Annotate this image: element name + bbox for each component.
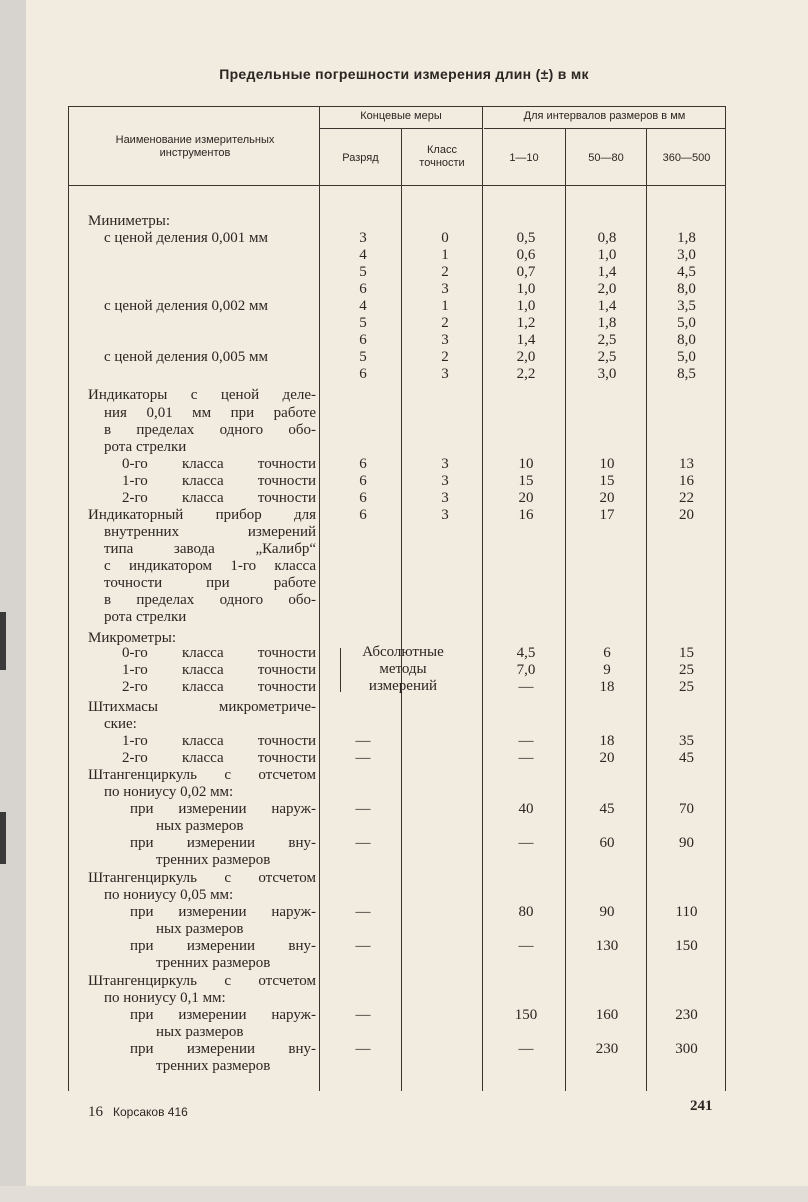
header-bottom-rule xyxy=(68,185,726,186)
table-cell-v3: 22 xyxy=(679,490,694,506)
table-cell-v3: 16 xyxy=(679,473,694,489)
table-cell-v3: 150 xyxy=(675,938,698,954)
table-cell-v1: 20 xyxy=(518,490,534,506)
instrument-name: рота стрелки xyxy=(104,609,187,625)
table-cell-v1: 10 xyxy=(518,456,534,472)
footer-left xyxy=(88,1104,188,1121)
instrument-name: точности при работе xyxy=(104,575,316,591)
table-cell-v3: 45 xyxy=(679,750,694,766)
table-cell-v3: 230 xyxy=(675,1007,698,1023)
col-divider-1 xyxy=(319,106,320,1091)
table-cell-rank: — xyxy=(355,835,371,851)
instrument-name: 2-го класса точности xyxy=(122,679,316,695)
header-rank: Разряд xyxy=(342,152,379,164)
footer-signature: Корсаков 416 xyxy=(113,1105,188,1119)
instrument-name: ных размеров xyxy=(156,921,244,937)
table-cell-v2: 2,5 xyxy=(597,349,617,365)
instrument-name: 1-го класса точности xyxy=(122,733,316,749)
table-cell-v1: 7,0 xyxy=(516,662,536,678)
instrument-name: тренних размеров xyxy=(156,852,271,868)
table-cell-rank: 6 xyxy=(359,473,367,489)
table-cell-v3: 4,5 xyxy=(677,264,696,280)
instrument-name: 1-го класса точности xyxy=(122,473,316,489)
instrument-name: Штангенциркуль с отсчетом xyxy=(88,870,316,886)
instrument-name: Индикаторный прибор для xyxy=(88,507,316,523)
instrument-name: при измерении вну- xyxy=(130,1041,316,1057)
table-cell-v1: 1,0 xyxy=(516,298,536,314)
table-cell-cls: 3 xyxy=(441,281,449,297)
instrument-name: по нониусу 0,05 мм: xyxy=(104,887,234,903)
table-cell-v1: — xyxy=(518,733,534,749)
table-cell-v3: 3,5 xyxy=(677,298,696,314)
table-cell-rank: 6 xyxy=(359,366,367,382)
header-mid-rule-right xyxy=(484,128,726,129)
table-cell-rank: 4 xyxy=(359,298,367,314)
instrument-name: при измерении вну- xyxy=(130,938,316,954)
table-cell-v3: 8,0 xyxy=(677,332,696,348)
table-cell-v2: 60 xyxy=(599,835,615,851)
instrument-name: по нониусу 0,02 мм: xyxy=(104,784,234,800)
table-left-border xyxy=(68,106,69,1091)
table-cell-v3: 25 xyxy=(679,662,694,678)
instrument-name: 2-го класса точности xyxy=(122,750,316,766)
table-cell-v2: 10 xyxy=(599,456,615,472)
instrument-name: с ценой деления 0,002 мм xyxy=(104,298,269,314)
table-cell-cls: 1 xyxy=(441,247,449,263)
table-cell-v1: 0,7 xyxy=(516,264,536,280)
footer-left-number: 16 xyxy=(88,1104,103,1120)
table-cell-v2: 17 xyxy=(599,507,615,523)
absolute-methods-line: методы xyxy=(379,661,427,677)
table-cell-v1: — xyxy=(518,938,534,954)
instrument-name: ных размеров xyxy=(156,818,244,834)
table-cell-v1: 1,2 xyxy=(516,315,536,331)
table-cell-v1: 1,0 xyxy=(516,281,536,297)
table-cell-v3: 8,5 xyxy=(677,366,696,382)
table-cell-rank: — xyxy=(355,904,371,920)
table-cell-v2: 230 xyxy=(595,1041,619,1057)
instrument-name: тренних размеров xyxy=(156,955,271,971)
table-cell-cls: 3 xyxy=(441,332,449,348)
instrument-name: типа завода „Калибр“ xyxy=(104,541,316,557)
instrument-name: с ценой деления 0,005 мм xyxy=(104,349,269,365)
table-cell-v2: 9 xyxy=(603,662,611,678)
table-cell-v3: 70 xyxy=(679,801,694,817)
table-cell-v2: 20 xyxy=(599,750,615,766)
table-cell-v3: 8,0 xyxy=(677,281,696,297)
instrument-name: 1-го класса точности xyxy=(122,662,316,678)
table-cell-v3: 1,8 xyxy=(677,230,696,246)
page-left-edge xyxy=(0,0,26,1202)
table-cell-v3: 5,0 xyxy=(677,315,696,331)
header-interval-2: 50—80 xyxy=(588,152,624,164)
table-cell-rank: — xyxy=(355,801,371,817)
header-size-intervals: Для интервалов размеров в мм xyxy=(523,110,686,122)
table-cell-cls: 2 xyxy=(441,264,449,280)
table-cell-rank: 4 xyxy=(359,247,367,263)
table-cell-v1: — xyxy=(518,835,534,851)
instrument-name: Штихмасы микрометриче- xyxy=(88,699,316,715)
table-cell-v2: 15 xyxy=(599,473,615,489)
instrument-name: с ценой деления 0,001 мм xyxy=(104,230,269,246)
instrument-name: 2-го класса точности xyxy=(122,490,316,506)
table-cell-cls: 1 xyxy=(441,298,449,314)
table-cell-rank: 6 xyxy=(359,507,367,523)
table-cell-v1: 2,2 xyxy=(516,366,536,382)
table-cell-v1: — xyxy=(518,679,534,695)
header-accuracy-class: Класс точности xyxy=(419,144,465,169)
table-cell-v2: 1,4 xyxy=(597,264,617,280)
table-cell-rank: 5 xyxy=(359,264,367,280)
table-cell-v1: 150 xyxy=(514,1007,538,1023)
instrument-name: Штангенциркуль с отсчетом xyxy=(88,767,316,783)
table-cell-cls: 3 xyxy=(441,490,449,506)
table-cell-v3: 300 xyxy=(675,1041,698,1057)
instrument-name: при измерении наруж- xyxy=(130,1007,316,1023)
instrument-name: Штангенциркуль с отсчетом xyxy=(88,973,316,989)
table-cell-v1: 16 xyxy=(518,507,534,523)
table-cell-v1: 0,5 xyxy=(516,230,536,246)
header-gauge-blocks: Концевые меры xyxy=(360,110,442,122)
header-instrument: Наименование измерительных инструментов xyxy=(115,134,275,159)
page-bottom-band xyxy=(0,1186,808,1202)
instrument-name: в пределах одного обо- xyxy=(104,422,316,438)
absolute-methods-line: измерений xyxy=(368,678,438,694)
table-cell-v3: 20 xyxy=(679,507,694,523)
table-cell-v1: — xyxy=(518,750,534,766)
table-cell-cls: 3 xyxy=(441,473,449,489)
table-cell-v2: 1,0 xyxy=(597,247,617,263)
table-cell-v3: 15 xyxy=(679,645,694,661)
table-cell-v2: 1,4 xyxy=(597,298,617,314)
table-cell-v2: 90 xyxy=(599,904,615,920)
instrument-name: Микрометры: xyxy=(88,630,177,646)
table-cell-rank: 6 xyxy=(359,456,367,472)
instrument-name: ных размеров xyxy=(156,1024,244,1040)
table-cell-v2: 18 xyxy=(599,733,615,749)
table-cell-v2: 2,0 xyxy=(597,281,617,297)
table-cell-v3: 5,0 xyxy=(677,349,696,365)
table-cell-v2: 45 xyxy=(599,801,615,817)
table-cell-v3: 13 xyxy=(679,456,694,472)
header-interval-3: 360—500 xyxy=(662,152,711,164)
table-cell-v1: 4,5 xyxy=(516,645,536,661)
table-cell-rank: 3 xyxy=(359,230,367,246)
table-cell-cls: 2 xyxy=(441,315,449,331)
page-number: 241 xyxy=(690,1098,713,1114)
table-cell-cls: 3 xyxy=(441,456,449,472)
table-cell-rank: — xyxy=(355,938,371,954)
table-cell-v3: 90 xyxy=(679,835,694,851)
instrument-name: при измерении наруж- xyxy=(130,801,316,817)
table-cell-rank: — xyxy=(355,733,371,749)
table-cell-rank: 6 xyxy=(359,490,367,506)
instrument-name: по нониусу 0,1 мм: xyxy=(104,990,226,1006)
table-cell-v2: 2,5 xyxy=(597,332,617,348)
table-cell-rank: — xyxy=(355,750,371,766)
table-cell-v1: 1,4 xyxy=(516,332,536,348)
page-title: Предельные погрешности измерения длин (±) в мк xyxy=(219,66,589,82)
instrument-name: 0-го класса точности xyxy=(122,456,316,472)
table-cell-rank: 5 xyxy=(359,315,367,331)
instrument-name: при измерении вну- xyxy=(130,835,316,851)
table-cell-v2: 6 xyxy=(603,645,611,661)
table-cell-rank: 6 xyxy=(359,281,367,297)
header-interval-1: 1—10 xyxy=(509,152,539,164)
table-cell-cls: 2 xyxy=(441,349,449,365)
table-cell-rank: — xyxy=(355,1041,371,1057)
binding-mark xyxy=(0,612,6,670)
table-top-border xyxy=(68,106,726,107)
table-cell-v2: 18 xyxy=(599,679,615,695)
table-cell-v1: 40 xyxy=(518,801,534,817)
instrument-name: Миниметры: xyxy=(88,213,171,229)
table-cell-v2: 20 xyxy=(599,490,615,506)
table-cell-v3: 25 xyxy=(679,679,694,695)
instrument-name: с индикатором 1-го класса xyxy=(104,558,316,574)
table-cell-v2: 160 xyxy=(595,1007,619,1023)
table-cell-v1: 15 xyxy=(518,473,534,489)
table-cell-rank: 6 xyxy=(359,332,367,348)
table-cell-v1: — xyxy=(518,1041,534,1057)
instrument-name: при измерении наруж- xyxy=(130,904,316,920)
instrument-name: Индикаторы с ценой деле- xyxy=(88,387,316,403)
table-cell-rank: — xyxy=(355,1007,371,1023)
table-cell-cls: 0 xyxy=(441,230,449,246)
instrument-name: в пределах одного обо- xyxy=(104,592,316,608)
instrument-name: внутренних измерений xyxy=(104,524,316,540)
instrument-name: рота стрелки xyxy=(104,439,187,455)
table-cell-rank: 5 xyxy=(359,349,367,365)
absolute-methods-line: Абсолютные xyxy=(362,644,444,660)
table-cell-v3: 3,0 xyxy=(677,247,696,263)
table-cell-v3: 35 xyxy=(679,733,694,749)
table-cell-v2: 0,8 xyxy=(597,230,617,246)
instrument-name: тренних размеров xyxy=(156,1058,271,1074)
table-cell-v2: 130 xyxy=(595,938,619,954)
binding-mark xyxy=(0,812,6,864)
table-cell-v3: 110 xyxy=(675,904,698,920)
instrument-name: 0-го класса точности xyxy=(122,645,316,661)
table-cell-v2: 3,0 xyxy=(597,366,617,382)
table-cell-v1: 0,6 xyxy=(516,247,536,263)
table-cell-cls: 3 xyxy=(441,366,449,382)
instrument-name: ские: xyxy=(104,716,137,732)
table-cell-v2: 1,8 xyxy=(597,315,617,331)
table-cell-v1: 80 xyxy=(518,904,534,920)
table-cell-v1: 2,0 xyxy=(516,349,536,365)
table-cell-cls: 3 xyxy=(441,507,449,523)
instrument-name: ния 0,01 мм при работе xyxy=(104,405,316,421)
